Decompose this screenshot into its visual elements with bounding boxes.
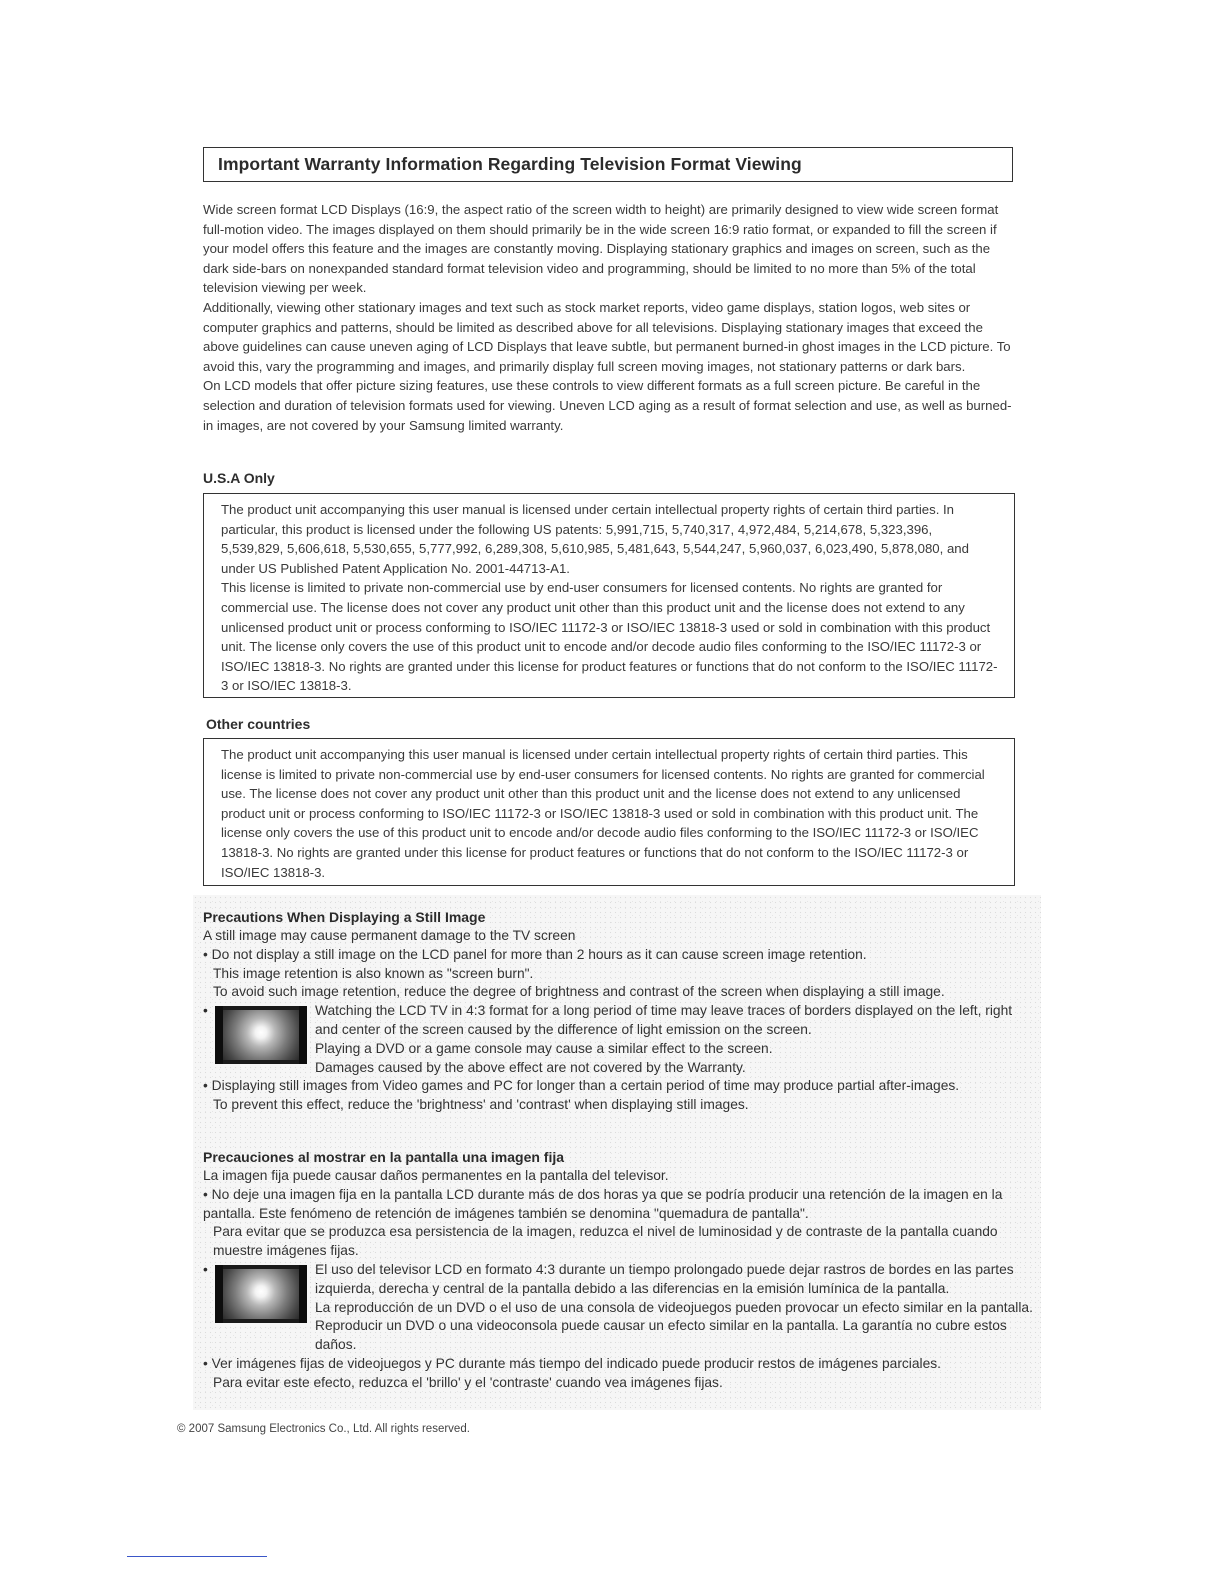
tv-screen-glow [223, 1010, 299, 1060]
precaution-note: To avoid such image retention, reduce the degree of brightness and contrast of the screen when displaying a still image. [213, 984, 945, 1000]
usa-license-paragraph: This license is limited to private non-commercial use by end-user consumers for licensed contents. No rights are granted for commercial use. The license does not cover any product unit other than this product unit and the license does not extend to any unlicensed product unit or process conforming to ISO/IEC 11172-3 or ISO/IEC 13818-3 used or sold in combination with this product unit. The license only covers the use of this product unit to encode and/or decode audio files conforming to the ISO/IEC 11172-3 or ISO/IEC 13818-3. No rights are granted under this license for product features or functions that do not conform to the ISO/IEC 11172-3 or ISO/IEC 13818-3. [221, 580, 998, 694]
tv-screen-glow [223, 1269, 299, 1319]
copyright-notice: © 2007 Samsung Electronics Co., Ltd. All rights reserved. [177, 1423, 470, 1435]
usa-license-paragraph: The product unit accompanying this user manual is licensed under certain intellectual property rights of certain third parties. In particular, this product is licensed under the following US patents: 5,991,715, 5,740,317, 4,972,484, 5,214,678, 5,323,396, 5,539,829, 5,606,618, 5,530,655, 5,777,992, 6,289,308, 5,610,985, 5,481,643, 5,544,247, 5,960,037, 6,023,490, 5,878,080, and under US Published Patent Application No. 2001-44713-A1. [221, 502, 969, 576]
side-bar-left [215, 1265, 223, 1323]
precaution-lead: A still image may cause permanent damage to the TV screen [203, 928, 576, 943]
tv-burn-in-image [215, 1006, 307, 1064]
precautions-english [203, 909, 1033, 1115]
footer-rule [127, 1556, 267, 1557]
intro-paragraph: On LCD models that offer picture sizing features, use these controls to view different formats as a full screen picture. Be careful in the selection and duration of television formats used for viewing. Uneven LCD aging as a result of format selection and use, as well as burned-in images, are not covered by your Samsung limited warranty. [203, 378, 1012, 433]
image-caption: Playing a DVD or a game console may cause a similar effect to the screen. [315, 1040, 773, 1056]
precaution-bullet: • Do not display a still image on the LCD panel for more than 2 hours as it can cause screen image retention. [203, 946, 867, 962]
other-countries-paragraph: The product unit accompanying this user manual is licensed under certain intellectual property rights of certain third parties. This license is limited to private non-commercial use by end-user consumers for licensed contents. No rights are granted for commercial use. The license does not cover any product unit other than this product unit and the license does not extend to any unlicensed product unit or process conforming to ISO/IEC 11172-3 or ISO/IEC 13818-3 used or sold in combination with this product unit. The license only covers the use of this product unit to encode and/or decode audio files conforming to the ISO/IEC 11172-3 or ISO/IEC 13818-3. No rights are granted under this license for product features or functions that do not conform to the ISO/IEC 11172-3 or ISO/IEC 13818-3. [221, 747, 985, 880]
side-bar-left [215, 1006, 223, 1064]
tv-burn-in-image [215, 1265, 307, 1323]
side-bar-right [299, 1006, 307, 1064]
image-caption: Watching the LCD TV in 4:3 format for a long period of time may leave traces of borders displayed on the left, right and center of the screen caused by the difference of light emission on the screen. [315, 1003, 1013, 1037]
page-title: Important Warranty Information Regarding Television Format Viewing [218, 154, 802, 174]
image-caption: El uso del televisor LCD en formato 4:3 durante un tiempo prolongado puede dejar rastros de bordes en las partes izquierda, derecha y central de la pantalla debido a las diferencias en la emisión lumínica de la pantalla. [315, 1261, 1014, 1296]
precaution-note: This image retention is also known as "screen burn". [213, 965, 534, 981]
intro-paragraph: Additionally, viewing other stationary images and text such as stock market reports, video game displays, station logos, web sites or computer graphics and patterns, should be limited as described above for all televisions. Displaying stationary images that exceed the above guidelines can cause uneven aging of LCD Displays that leave subtle, but permanent burned-in ghost images in the LCD picture. To avoid this, vary the programming and images, and primarily display full screen moving images, not stationary patterns or dark bars. [203, 299, 1011, 374]
other-countries-heading: Other countries [206, 716, 311, 732]
image-caption: La reproducción de un DVD o el uso de una consola de videojuegos pueden provocar un efecto similar en la pantalla. Reproducir un DVD o una videoconsola puede causar un efecto similar en la pantalla. La garantía no cubre estos daños. [315, 1299, 1033, 1353]
precaution-bullet: • No deje una imagen fija en la pantalla LCD durante más de dos horas ya que se podría producir una retención de la imagen en la pantalla. Este fenómeno de retención de imágenes también se denomina "quemadura de pantalla". [203, 1186, 1003, 1221]
precaution-note: Para evitar este efecto, reduzca el 'brillo' y el 'contraste' cuando vea imágenes fijas. [213, 1374, 723, 1390]
usa-only-license-box [203, 493, 1015, 698]
bullet-marker: • [203, 1261, 208, 1277]
usa-only-heading: U.S.A Only [203, 470, 275, 486]
precaution-bullet: • Displaying still images from Video games and PC for longer than a certain period of time may produce partial after-images. [203, 1078, 960, 1094]
precaution-image-row [203, 1002, 1033, 1077]
precaution-note: To prevent this effect, reduce the 'brightness' and 'contrast' when displaying still images. [213, 1097, 749, 1113]
precautions-english-heading: Precautions When Displaying a Still Image [203, 909, 486, 925]
precaution-lead: La imagen fija puede causar daños permanentes en la pantalla del televisor. [203, 1168, 669, 1183]
image-caption: Damages caused by the above effect are not covered by the Warranty. [315, 1059, 746, 1075]
precautions-spanish [203, 1149, 1033, 1393]
intro-paragraph: Wide screen format LCD Displays (16:9, the aspect ratio of the screen width to height) are primarily designed to view wide screen format full-motion video. The images displayed on them should primarily be in the wide screen 16:9 ratio format, or expanded to fill the screen if your model offers this feature and the images are constantly moving. Displaying stationary graphics and images on screen, such as the dark side-bars on nonexpanded standard format television video and programming, should be limited to no more than 5% of the total television viewing per week. [203, 202, 999, 296]
title-box [203, 147, 1013, 182]
precaution-bullet: • Ver imágenes fijas de videojuegos y PC durante más tiempo del indicado puede producir restos de imágenes parciales. [203, 1355, 942, 1371]
intro-section [203, 200, 1013, 435]
bullet-marker: • [203, 1003, 208, 1019]
precaution-image-row [203, 1261, 1033, 1355]
side-bar-right [299, 1265, 307, 1323]
precaution-note: Para evitar que se produzca esa persistencia de la imagen, reduzca el nivel de luminosidad y de contraste de la pantalla cuando muestre imágenes fijas. [213, 1224, 998, 1259]
precautions-spanish-heading: Precauciones al mostrar en la pantalla una imagen fija [203, 1149, 565, 1165]
other-countries-license-box [203, 738, 1015, 886]
